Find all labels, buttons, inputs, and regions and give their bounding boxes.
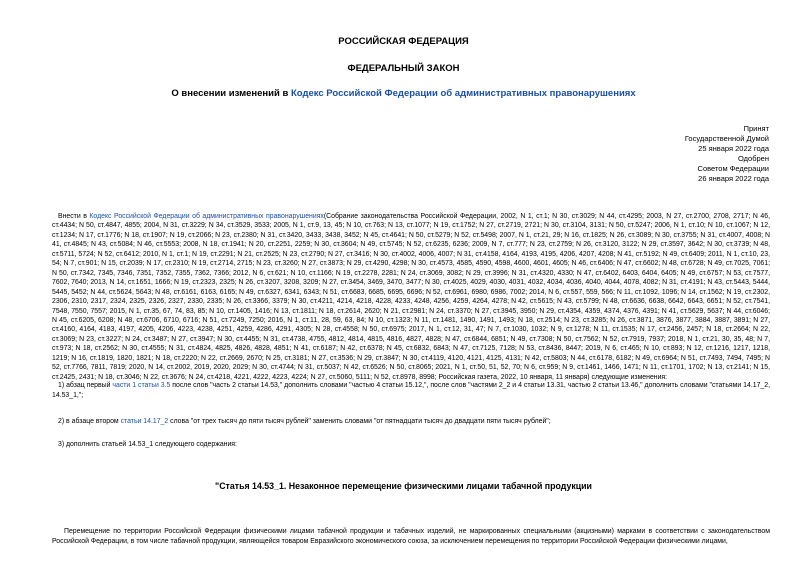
law-type-heading: ФЕДЕРАЛЬНЫЙ ЗАКОН <box>347 63 460 74</box>
law-title-prefix: О внесении изменений в <box>171 88 291 99</box>
amendment-item-3: 3) дополнить статьей 14.53_1 следующего содержания: <box>58 441 237 448</box>
item-1-text: после слов "часть 2 статьи 14.53," дополнить словами "частью 4 статьи 15.12,", после слов "частями 2_2 и 4 статьи 13.31, частью 2 статьи 13.46," дополнить словами "статьями 14.17_2, 14.53_1,"; <box>52 382 770 399</box>
adoption-line: Государственной Думой <box>684 133 769 143</box>
item-2-link[interactable]: статьи 14.17_2 <box>120 418 169 425</box>
item-1-link[interactable]: части 1 статьи 3.5 <box>112 382 171 389</box>
main-paragraph-text: (Собрание законодательства Российской Федерации, 2002, N 1, ст.1; N 30, ст.3029; N 44, ст.4295; 2003, N 27, ст.2700, 2708, 2717; N 46, ст.4434; N 50, ст.4847, 4855; 2004, N 31, ст.3229; N 34, ст.3529, 3533; 2005, N 1, ст.9, 13, 45; N 10, ст.763; N 13, ст.1077; N 19, ст.1752; N 27, ст.2719, 2721; N 30, ст.3104, 3131; N 50, ст.5247; 2006, N 1, ст.10; N 10, ст.1067; N 12, ст.1234; N 17, ст.1776; N 18, ст.1907; N 19, ст.2066; N 23, ст.2380; N 31, ст.3420, 3433, 3438, 3452; N 45, ст.4641; N 50, ст.5279; N 52, ст.5498; 2007, N 1, ст.21, 29; N 16, ст.1825; N 26, ст.3089; N 30, ст.3755; N 31, ст.4007, 4008; N 41, ст.4845; N 43, ст.5084; N 46, ст.5553; 2008, N 18, ст.1941; N 20, ст.2251, 2259; N 30, ст.3604; N 49, ст.5745; N 52, ст.6235, 6236; 2009, N 7, ст.777; N 23, ст.2759; N 26, ст.3120, 3122; N 29, ст.3597, 3642; N 30, ст.3739; N 48, ст.5711, 5724; N 52, ст.6412; 2010, N 1, ст.1; N 19, ст.2291; N 21, ст.2525; N 23, ст.2790; N 27, ст.3416; N 30, ст.4002, 4006, 4007; N 31, ст.4158, 4164, 4193, 4195, 4206, 4207, 4208; N 41, ст.5192; N 49, ст.6409; 2011, N 1, ст.10, 23, 54; N 7, ст.901; N 15, ст.2039; N 17, ст.2310; N 19, ст.2714, 2715; N 23, ст.3260; N 27, ст.3873; N 29, ст.4290, 4298; N 30, ст.4573, 4585, 4590, 4598, 4600, 4601, 4605; N 46, ст.6406; N 47, ст.6602; N 48, ст.6728; N 49, ст.7025, 7061; N 50, ст.7342, 7345, 7346, 7351, 7352, 7355, 7362, 7366; 2012, N 6, ст.621; N 10, ст.1166; N 19, ст.2278, 2281; N 24, ст.3069, 3082; N 29, ст.3996; N 31, ст.4320, 4330; N 47, ст.6402, 6403, 6404, 6405; N 49, ст.6757; N 53, ст.7577, 7602, 7640; 2013, N 14, ст.1651, 1666; N 19, ст.2323, 2325; N 26, ст.3207, 3208, 3209; N 27, ст.3454, 3469, 3470, 3477; N 30, ст.4025, 4029, 4030, 4031, 4032, 4034, 4036, 4040, 4044, 4078, 4082; N 31, ст.4191; N 43, ст.5443, 5444, 5445, 5452; N 44, ст.5624, 5643; N 48, ст.6161, 6163, 6165; N 49, ст.6327, 6341, 6343; N 51, ст.6683, 6685, 6695, 6696; N 52, ст.6961, 6980, 6986, 7002; 2014, N 6, ст.557, 559, 566; N 11, ст.1092, 1096; N 14, ст.1562; N 19, ст.2302, 2306, 2310, 2317, 2324, 2325, 2326, 2327, 2330, 2335; N 26, ст.3366, 3379; N 30, ст.4211, 4214, 4218, 4228, 4233, 4248, 4256, 4259, 4264, 4278; N 42, ст.5615; N 43, ст.5799; N 48, ст.6636, 6638, 6642, 6643, 6651; N 52, ст.7541, 7548, 7550, 7557; 2015, N 1, ст.35, 67, 74, 83, 85; N 10, ст.1405, 1416; N 13, ст.1811; N 18, ст.2614, 2620; N 21, ст.2981; N 24, ст.3370; N 27, ст.3945, 3950; N 29, ст.4354, 4359, 4374, 4376, 4391; N 41, ст.5629, 5637; N 44, ст.6046; N 45, ст.6205, 6208; N 48, ст.6706, 6710, 6716; N 51, ст.7249, 7250; 2016, N 1, ст.11, 28, 59, 63, 84; N 10, ст.1323; N 11, ст.1481, 1490, 1491, 1493; N 18, ст.2514; N 23, ст.3285; N 26, ст.3871, 3876, 3877, 3884, 3887, 3891; N 27, ст.4160, 4164, 4183, 4197, 4205, 4206, 4223, 4238, 4251, 4259, 4286, 4291, 4305; N 28, ст.4558; N 50, ст.6975; 2017, N 1, ст.12, 31, 47; N 7, ст.1030, 1032; N 9, ст.1278; N 11, ст.1535; N 17, ст.2456, 2457; N 18, ст.2664; N 22, ст.3069; N 23, ст.3227; N 24, ст.3487; N 27, ст.3947; N 30, ст.4455; N 31, ст.4738, 4755, 4812, 4814, 4815, 4816, 4827, 4828; N 47, ст.6844, 6851; N 49, ст.7308; N 50, ст.7562; N 52, ст.7919, 7937; 2018, N 1, ст.21, 30, 35, 48; N 7, ст.973; N 18, ст.2562; N 30, ст.4555; N 31, ст.4824, 4825, 4826, 4828, 4851; N 41, ст.6187; N 42, ст.6378; N 45, ст.6832, 6843; N 47, ст.7125, 7128; N 53, ст.8436, 8447; 2019, N 6, ст.465; N 10, ст.893; N 12, ст.1216, 1217, 1218, 1219; N 16, ст.1819, 1820, 1821; N 18, ст.2220; N 22, ст.2669, 2670; N 25, ст.3181; N 27, ст.3536; N 29, ст.3847; N 30, ст.4119, 4120, 4121, 4125, 4131; N 42, ст.5803; N 44, ст.6178, 6182; N 49, ст.6964; N 51, ст.7493, 7494, 7495; N 52, ст.7766, 7811, 7819; 2020, N 14, ст.2002, 2019, 2020, 2029; N 30, ст.4744; N 31, ст.5037; N 42, ст.6526; N 50, ст.8065; 2021, N 1, ст.50, 51, 52, 70; N 6, ст.959; N 9, ст.1461, 1466, 1471; N 11, ст.1701, 1702; N 13, ст.2141; N 15, ст.2425, 2431; N 18, ст.3046; N 22, ст.3676; N 24, ст.4218, 4221, 4222, 4223, 4224; N 27, ст.5060, 5111; N 52, ст.8978, 8998; Российская газета, 2022, 10 января, 11 января) следующие изменения: <box>52 213 770 381</box>
article-body: Перемещение по территории Российской Федерации физическими лицами табачной продукции и табачных изделий, не маркированных специальными (акцизными) марками в соответствии с законодательством Российской Федерации, в том числе табачной продукции, являющейся товаром Евразийского экономического союза, за исключением перемещения по территории Российской Федерации физическими лицами, <box>52 528 770 545</box>
adoption-block <box>609 124 769 183</box>
main-paragraph <box>52 212 770 382</box>
approval-line: Одобрен <box>738 153 769 163</box>
country-heading: РОССИЙСКАЯ ФЕДЕРАЦИЯ <box>338 36 469 47</box>
law-title <box>0 88 807 99</box>
main-paragraph-prefix: Внести в <box>58 213 90 220</box>
article-title: "Статья 14.53_1. Незаконное перемещение физическими лицами табачной продукции <box>215 481 592 491</box>
law-title-link[interactable]: Кодекс Российской Федерации об административных правонарушениях <box>290 88 636 99</box>
item-1-prefix: 1) абзац первый <box>58 382 113 389</box>
code-link[interactable]: Кодекс Российской Федерации об административных правонарушениях <box>89 213 324 220</box>
item-2-text: слова "от трех тысяч до пяти тысяч рублей" заменить словами "от пятнадцати тысяч до двадцати пяти тысяч рублей"; <box>168 418 551 425</box>
approval-line: Советом Федерации <box>697 163 769 173</box>
amendment-item-2 <box>52 417 770 427</box>
amendment-item-1 <box>52 381 770 400</box>
adoption-line: Принят <box>743 124 769 133</box>
item-2-prefix: 2) в абзаце втором <box>58 418 121 425</box>
adoption-date: 25 января 2022 года <box>698 143 769 153</box>
approval-date: 26 января 2022 года <box>698 173 769 183</box>
